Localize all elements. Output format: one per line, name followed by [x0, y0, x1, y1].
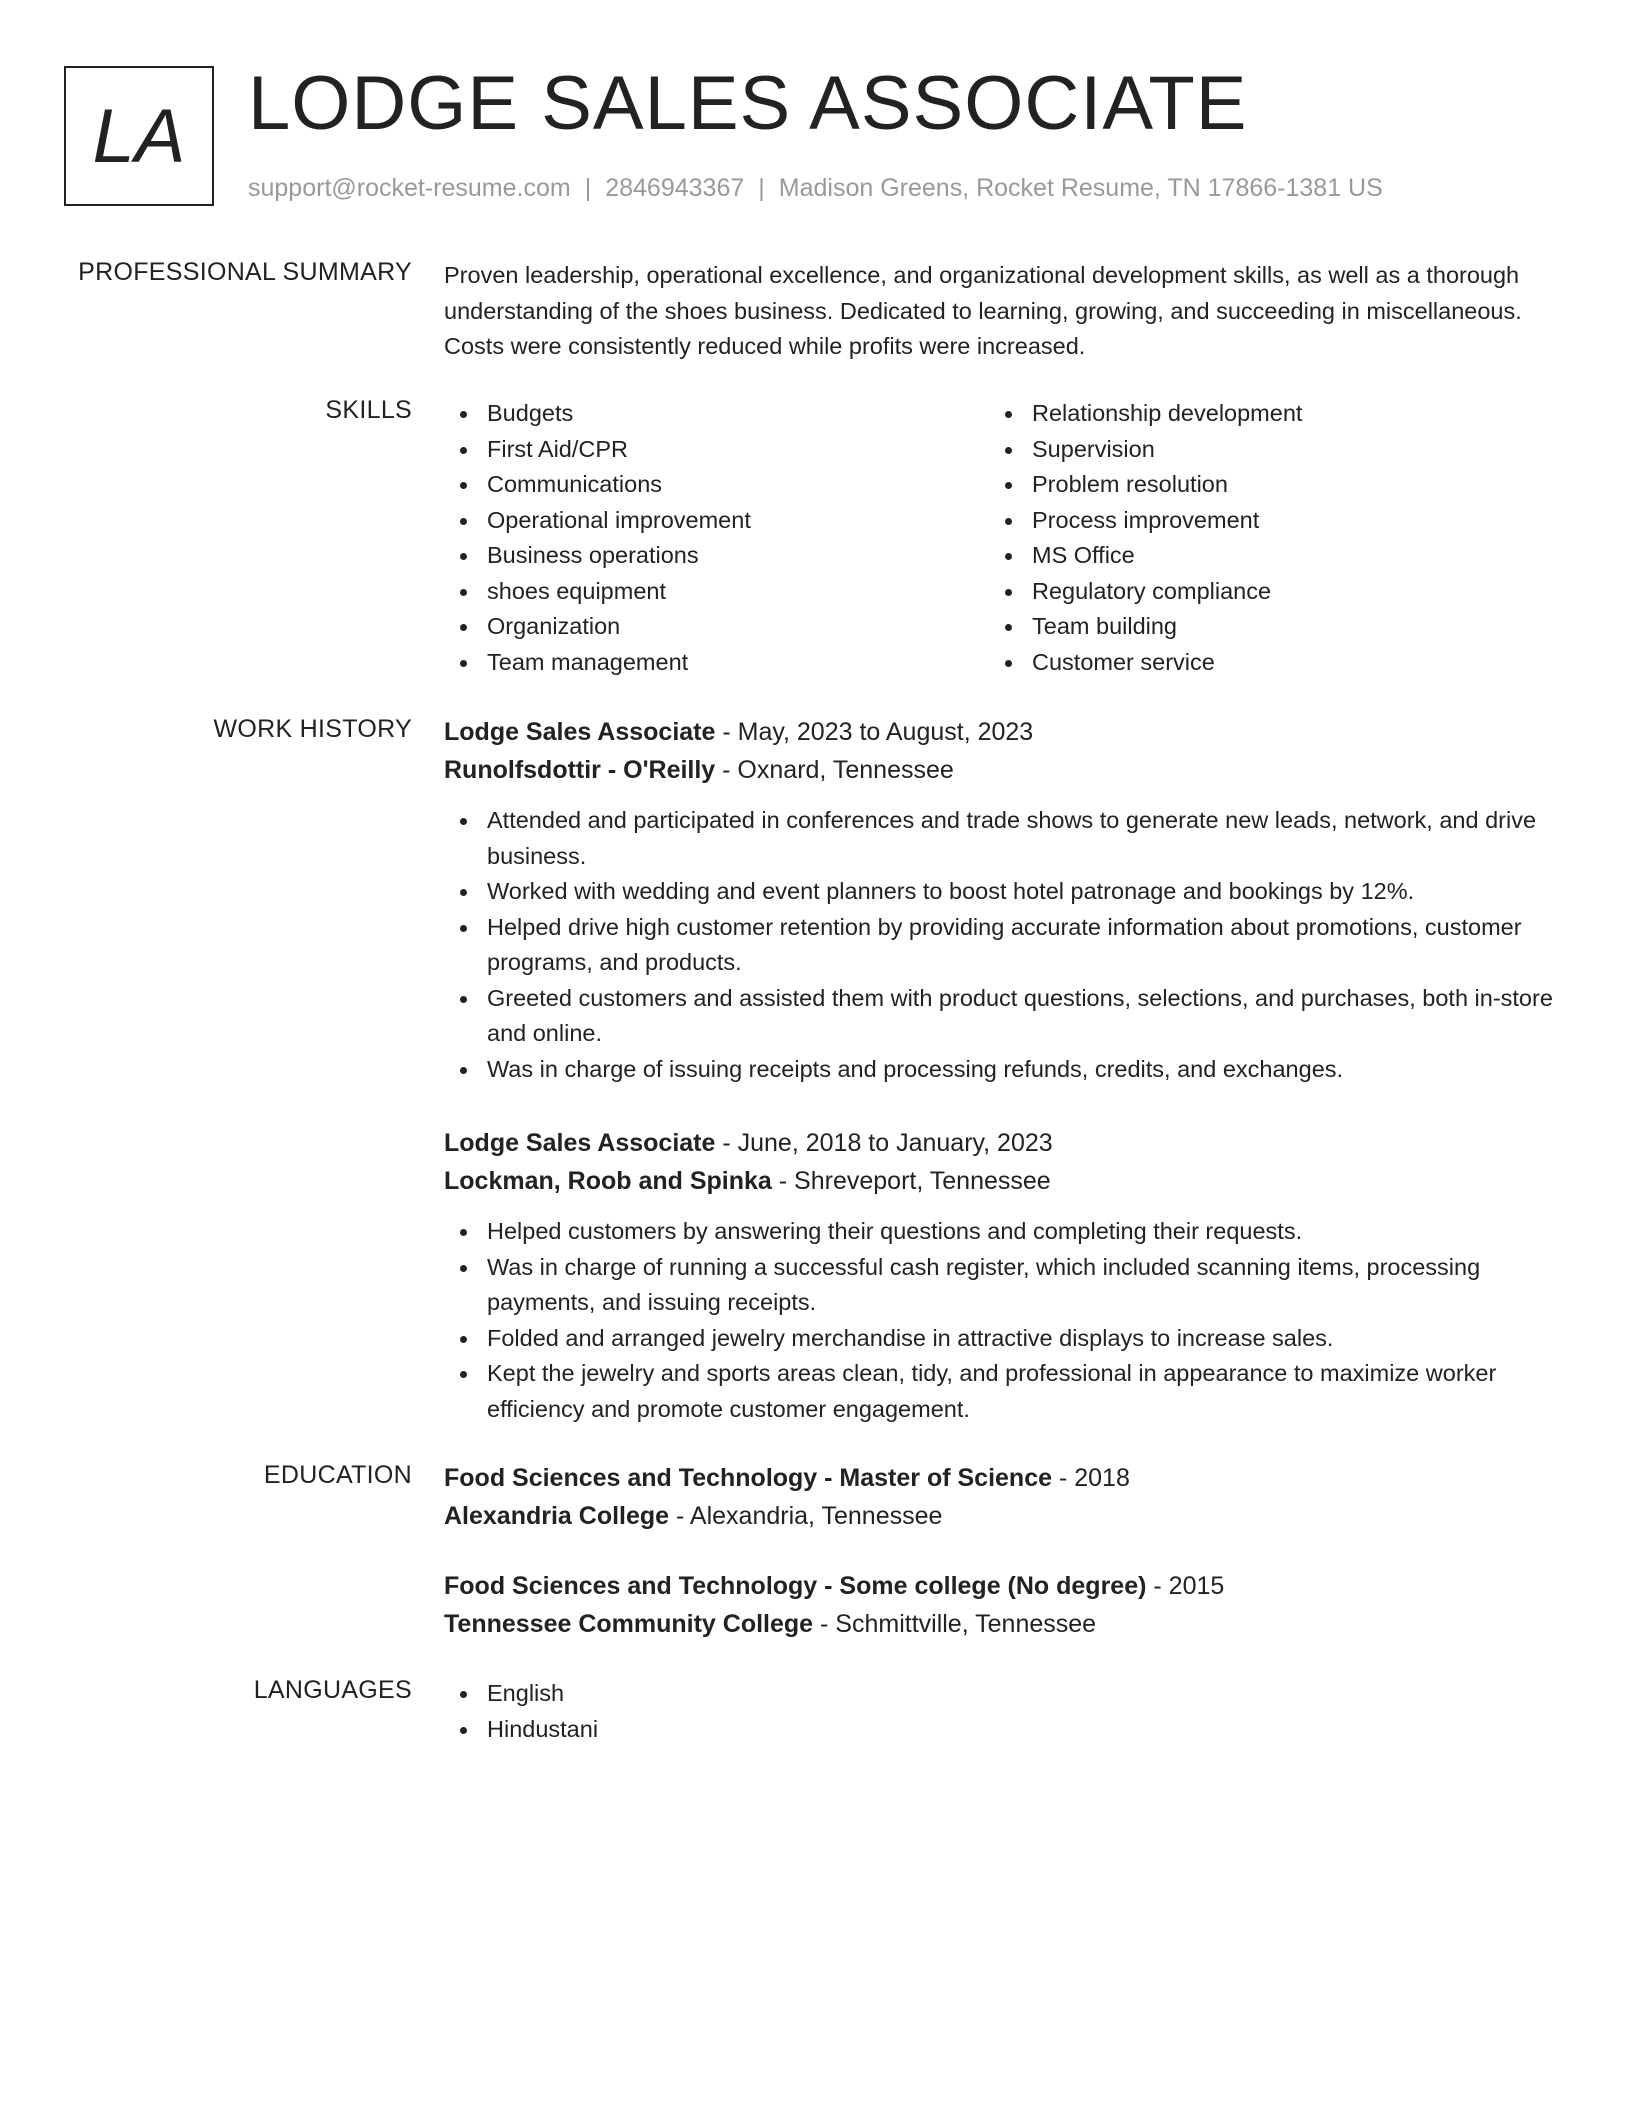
- resume-header: [64, 61, 1564, 216]
- skills-list: [444, 396, 1564, 680]
- job-bullet: Attended and participated in conferences and trade shows to generate new leads, network, and drive business.: [444, 803, 1564, 874]
- skill-item: Team building: [989, 609, 1534, 645]
- job-dates: - June, 2018 to January, 2023: [715, 1129, 1053, 1157]
- skill-item: Organization: [444, 609, 989, 645]
- education-school: Tennessee Community College: [444, 1610, 814, 1638]
- skill-item: Process improvement: [989, 503, 1534, 539]
- job-location: - Oxnard, Tennessee: [715, 756, 954, 784]
- education-school-line: [444, 1497, 1564, 1535]
- job-bullet: Was in charge of issuing receipts and processing refunds, credits, and exchanges.: [444, 1052, 1564, 1088]
- job-company: Lockman, Roob and Spinka: [444, 1167, 772, 1195]
- contact-separator: |: [758, 174, 765, 202]
- skill-item: Problem resolution: [989, 467, 1534, 503]
- education-entry: [444, 1459, 1564, 1535]
- section-label-summary: PROFESSIONAL SUMMARY: [78, 258, 412, 286]
- education-location: - Alexandria, Tennessee: [669, 1502, 943, 1530]
- job-bullet: Folded and arranged jewelry merchandise in attractive displays to increase sales.: [444, 1321, 1564, 1357]
- skill-item: Team management: [444, 645, 989, 681]
- contact-address: Madison Greens, Rocket Resume, TN 17866-1381 US: [778, 174, 1383, 202]
- job-title-line: [444, 1124, 1564, 1162]
- skill-item: MS Office: [989, 538, 1534, 574]
- skill-item: Regulatory compliance: [989, 574, 1534, 610]
- education-degree: Food Sciences and Technology - Master of Science: [444, 1464, 1053, 1492]
- skill-item: First Aid/CPR: [444, 432, 989, 468]
- education-entry: [444, 1567, 1564, 1643]
- job-title-line: [444, 713, 1564, 751]
- education-year: - 2015: [1146, 1572, 1225, 1600]
- job-bullet: Helped customers by answering their questions and completing their requests.: [444, 1214, 1564, 1250]
- job-bullet: Worked with wedding and event planners to boost hotel patronage and bookings by 12%.: [444, 874, 1564, 910]
- section-label-languages: LANGUAGES: [253, 1676, 412, 1704]
- language-item: Hindustani: [444, 1712, 1564, 1748]
- education-degree: Food Sciences and Technology - Some college (No degree): [444, 1572, 1147, 1600]
- job-title: Lodge Sales Associate: [444, 1129, 716, 1157]
- job-dates: - May, 2023 to August, 2023: [715, 718, 1034, 746]
- job-bullet: Was in charge of running a successful cash register, which included scanning items, processing payments, and issuing receipts.: [444, 1250, 1564, 1321]
- skill-item: shoes equipment: [444, 574, 989, 610]
- skill-item: Budgets: [444, 396, 989, 432]
- section-label-skills: SKILLS: [325, 396, 412, 424]
- job-bullet: Greeted customers and assisted them with product questions, selections, and purchases, both in-store and online.: [444, 981, 1564, 1052]
- language-item: English: [444, 1676, 1564, 1712]
- skill-item: Supervision: [989, 432, 1534, 468]
- page-title: LODGE SALES ASSOCIATE: [248, 61, 1248, 146]
- skill-item: Customer service: [989, 645, 1534, 681]
- monogram-logo: LA: [64, 66, 214, 206]
- skill-item: Relationship development: [989, 396, 1534, 432]
- job-bullet: Helped drive high customer retention by providing accurate information about promotions, customer programs, and products.: [444, 910, 1564, 981]
- job-bullet: Kept the jewelry and sports areas clean, tidy, and professional in appearance to maximize worker efficiency and promote customer engagement.: [444, 1356, 1564, 1427]
- job-entry: [444, 1124, 1564, 1427]
- job-company: Runolfsdottir - O'Reilly: [444, 756, 716, 784]
- job-location: - Shreveport, Tennessee: [771, 1167, 1051, 1195]
- section-label-education: EDUCATION: [263, 1461, 412, 1489]
- skill-item: Operational improvement: [444, 503, 989, 539]
- job-entry: [444, 713, 1564, 1087]
- contact-email: support@rocket-resume.com: [248, 174, 571, 202]
- skill-item: Business operations: [444, 538, 989, 574]
- job-bullets: [444, 1214, 1564, 1427]
- contact-separator: |: [584, 174, 592, 202]
- education-year: - 2018: [1052, 1464, 1130, 1492]
- education-school-line: [444, 1605, 1564, 1643]
- languages-list: [444, 1676, 1564, 1747]
- job-company-line: [444, 751, 1564, 789]
- skill-item: Communications: [444, 467, 989, 503]
- education-location: - Schmittville, Tennessee: [813, 1610, 1097, 1638]
- job-bullets: [444, 803, 1564, 1087]
- education-school: Alexandria College: [444, 1502, 670, 1530]
- education-degree-line: [444, 1459, 1564, 1497]
- contact-line: [248, 174, 1383, 203]
- job-title: Lodge Sales Associate: [444, 718, 716, 746]
- education-degree-line: [444, 1567, 1564, 1605]
- contact-phone: 2846943367: [605, 174, 745, 202]
- section-label-work-history: WORK HISTORY: [213, 715, 412, 743]
- job-company-line: [444, 1162, 1564, 1200]
- summary-text: Proven leadership, operational excellence, and organizational development skills, as well as a thorough understanding of the shoes business. Dedicated to learning, growing, and succeeding in miscellaneous. Costs were consistently reduced while profits were increased.: [444, 262, 1522, 359]
